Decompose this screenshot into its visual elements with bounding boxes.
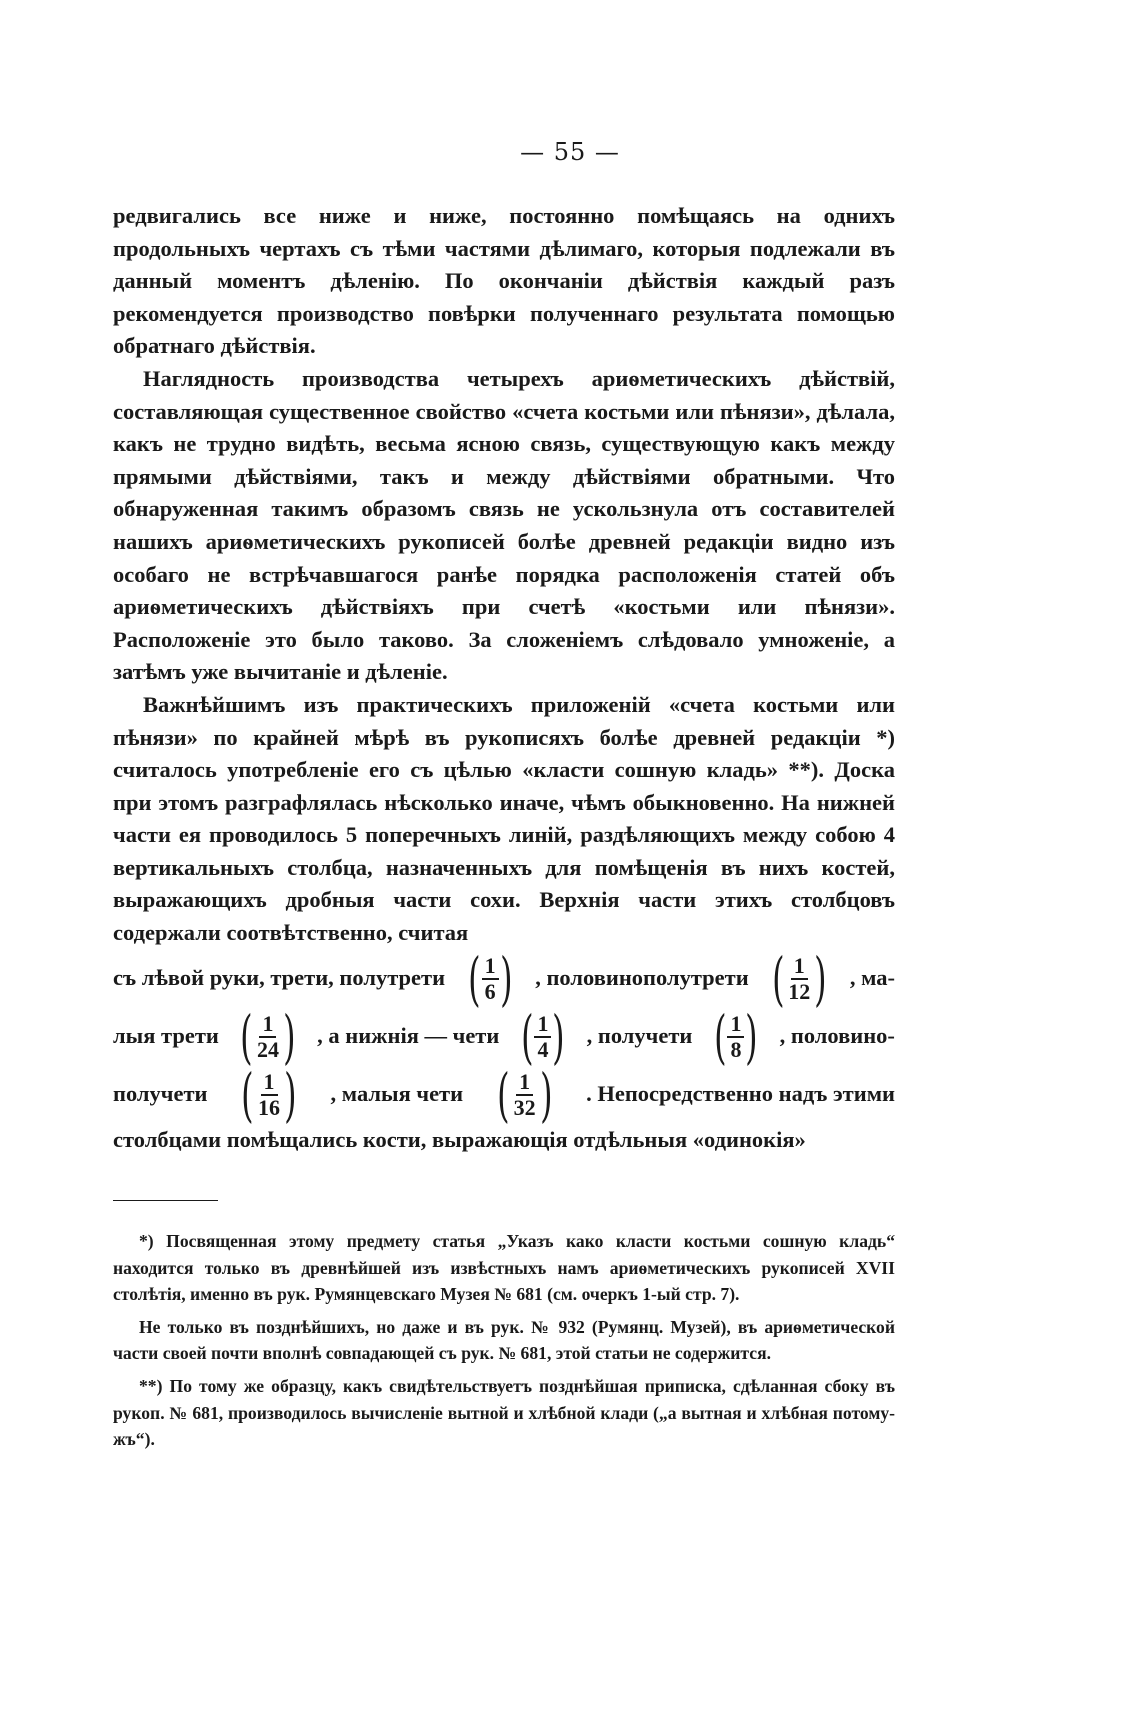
fraction-numerator: 1 xyxy=(727,1012,744,1038)
footnote-1: *) Посвященная этому предмету статья „Указъ како класти костьми сошную кладь“ находится только въ древнѣйшей изъ извѣстныхъ намъ ариѳметическихъ рукописей XVII столѣтія, именно въ рук. Румянцевскаго Музея № 681 (см. очеркъ 1-ый стр. 7). xyxy=(113,1231,895,1305)
fraction-numerator: 1 xyxy=(791,954,808,980)
fraction-denominator: 4 xyxy=(537,1036,549,1062)
text-segment: съ лѣвой руки, трети, полутрети xyxy=(113,965,446,991)
text-segment: . Непосредственно надъ этими xyxy=(586,1081,895,1107)
fraction-numerator: 1 xyxy=(534,1012,551,1038)
fraction-1-32: ( $\frac{1}{32}$ ) xyxy=(497,1060,553,1129)
fraction-line-2 xyxy=(113,1002,895,1071)
fraction-1-16: ( $\frac{1}{16}$ ) xyxy=(241,1060,297,1129)
page-number: — 55 — xyxy=(520,138,620,166)
text-segment: , получети xyxy=(586,1023,693,1049)
footnote-1-continued: Не только въ позднѣйшихъ, но даже и въ рук. № 932 (Румянц. Музей), въ ариѳметической части своей почти вполнѣ совпадающей съ рук. № 681, этой статьи не содержится. xyxy=(113,1316,895,1364)
fraction-denominator: 12 xyxy=(788,978,811,1004)
footnotes xyxy=(113,1228,895,1459)
text-segment: , половинополутрети xyxy=(535,965,749,991)
fraction-1-12: ( $\frac{1}{12}$ ) xyxy=(771,944,827,1013)
fraction-denominator: 6 xyxy=(484,978,496,1004)
fraction-line-1 xyxy=(113,944,895,1013)
paragraph-2: Наглядность производства четырехъ ариѳметическихъ дѣйствій, составляющая существенное свойство «счета костьми или пѣнязи», дѣлала, какъ не трудно видѣть, весьма ясною связь, существующую какъ между прямыми дѣйствіями, такъ и между дѣйствіями обратными. Что обнаруженная такимъ образомъ связь не ускользнула отъ составителей нашихъ ариѳметическихъ рукописей болѣе древней редакціи видно изъ особаго не встрѣчавшагося ранѣе порядка расположенія статей объ ариѳметическихъ дѣйствіяхъ при счетѣ «костьми или пѣнязи». Расположеніе это было таково. За сложеніемъ слѣдовало умноженіе, а затѣмъ уже вычитаніе и дѣленіе. xyxy=(113,365,895,685)
fraction-line-3 xyxy=(113,1060,895,1129)
paragraph-1: редвигались все ниже и ниже, постоянно помѣщаясь на однихъ продольныхъ чертахъ съ тѣми частями дѣлимаго, которыя подлежали въ данный моментъ дѣленію. По окончаніи дѣйствія каждый разъ рекомендуется производство повѣрки полученнаго результата помощью обратнаго дѣйствія. xyxy=(113,203,895,359)
text-segment: лыя трети xyxy=(113,1023,219,1049)
fraction-denominator: 32 xyxy=(513,1094,536,1120)
footnote-2: **) По тому же образцу, какъ свидѣтельствуетъ позднѣйшая приписка, сдѣланная сбоку въ рукоп. № 681, производилось вычисленіе вытной и хлѣбной клади („а вытная и хлѣбная потому-жъ“). xyxy=(113,1375,895,1450)
fraction-denominator: 24 xyxy=(256,1036,279,1062)
fraction-denominator: 16 xyxy=(258,1094,280,1120)
fraction-1-8: ( $\frac{1}{8}$ ) xyxy=(713,1002,759,1071)
fraction-numerator: 1 xyxy=(259,1012,276,1038)
fraction-numerator: 1 xyxy=(261,1070,278,1096)
fraction-1-4: ( $\frac{1}{4}$ ) xyxy=(520,1002,566,1071)
paragraph-3: Важнѣйшимъ изъ практическихъ приложеній «счета костьми или пѣнязи» по крайней мѣрѣ въ рукописяхъ болѣе древней редакціи *) считалось употребленіе его съ цѣлью «класти сошную кладь» **). Доска при этомъ разграфлялась нѣсколько иначе, чѣмъ обыкновенно. На нижней части ея проводилось 5 поперечныхъ линій, раздѣляющихъ между собою 4 вертикальныхъ столбца, назначенныхъ для помѣщенія въ нихъ костей, выражающихъ дробныя части сохи. Верхнія части этихъ столбцовъ содержали соотвѣтственно, считая xyxy=(113,691,895,946)
fraction-1-24: ( $\frac{1}{24}$ ) xyxy=(240,1002,296,1071)
paragraph-3-end: столбцами помѣщались кости, выражающія отдѣльныя «одинокія» xyxy=(113,1126,806,1152)
text-segment: , половино- xyxy=(779,1023,895,1049)
text-segment: , ма- xyxy=(849,965,895,991)
fraction-1-6: ( $\frac{1}{6}$ ) xyxy=(468,944,513,1013)
fraction-denominator: 8 xyxy=(730,1036,742,1062)
text-segment: , а нижнія — чети xyxy=(317,1023,500,1049)
text-segment: получети xyxy=(113,1081,208,1107)
text-segment: , малыя чети xyxy=(330,1081,464,1107)
fraction-numerator: 1 xyxy=(482,954,499,980)
main-text xyxy=(113,200,895,1156)
footnote-divider xyxy=(113,1200,218,1201)
fraction-numerator: 1 xyxy=(516,1070,533,1096)
